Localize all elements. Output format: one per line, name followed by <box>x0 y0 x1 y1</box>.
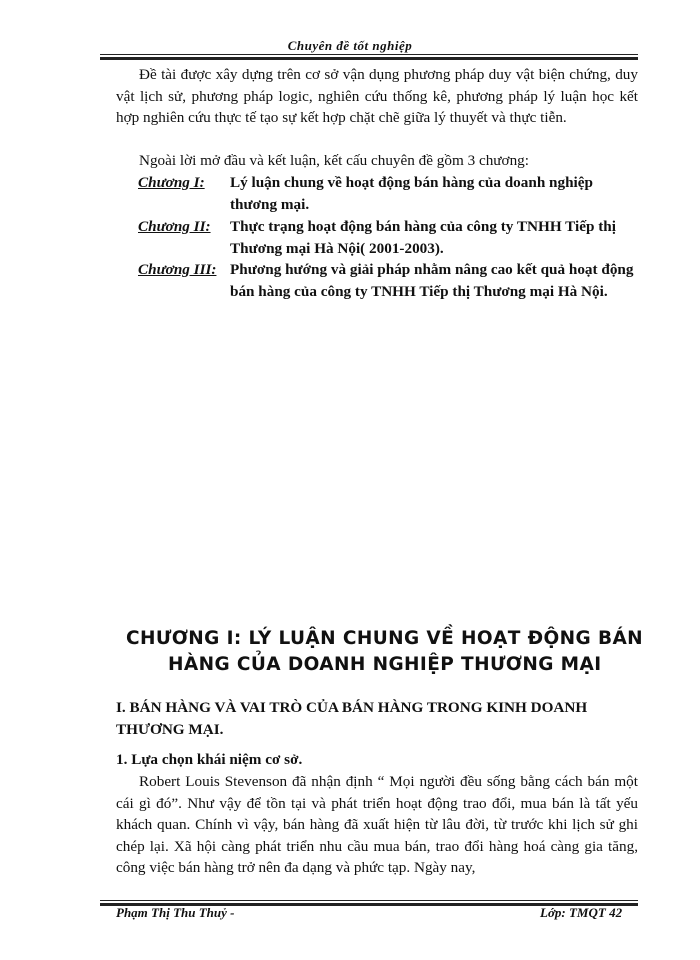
chapter-text: Lý luận chung về hoạt động bán hàng của doanh nghiệp thương mại. <box>230 174 593 213</box>
header-rule-thick <box>100 57 638 60</box>
page-header-title: Chuyên đề tốt nghiệp <box>287 38 413 53</box>
chapter-label: Chương I: <box>138 174 205 191</box>
section-heading: I. BÁN HÀNG VÀ VAI TRÒ CỦA BÁN HÀNG TRONG KINH DOANH THƯƠNG MẠI. <box>116 699 588 738</box>
footer-class: Lớp: TMQT 42 <box>540 905 623 920</box>
chapter-label: Chương II: <box>138 218 211 235</box>
body-paragraph: Robert Louis Stevenson đã nhận định “ Mọi người đều sống bằng cách bán một cái gì đó”. Như vậy để tồn tại và phát triển hoạt động trao đổi, mua bán là tất yếu khách quan. Chính vì vậy, bán hàng đã xuất hiện từ lâu đời, từ trước khi lịch sử ghi chép lại. Xã hội càng phát triển nhu cầu mua bán, trao đổi hàng hoá càng gia tăng, công việc bán hàng trở nên đa dạng và phức tạp. Ngày nay, <box>116 773 638 876</box>
subsection-heading: 1. Lựa chọn khái niệm cơ sở. <box>116 751 303 768</box>
header-rule <box>100 54 638 55</box>
footer-author: Phạm Thị Thu Thuỷ - <box>116 905 235 920</box>
chapter-heading-line2: HÀNG CỦA DOANH NGHIỆP THƯƠNG MẠI <box>168 654 602 675</box>
footer-rule <box>100 900 638 901</box>
chapter-text: Thực trạng hoạt động bán hàng của công ty TNHH Tiếp thị Thương mại Hà Nội( 2001-2003). <box>230 218 616 257</box>
intro-paragraph: Đề tài được xây dựng trên cơ sở vận dụng phương pháp duy vật biện chứng, duy vật lịch sử, phương pháp logic, nghiên cứu thống kê, phương pháp lý luận học kết hợp nghiên cứu thực tế tạo sự kết hợp chặt chẽ giữa lý thuyết và thực tiễn. <box>116 66 638 126</box>
chapter-text: Phương hướng và giải pháp nhằm nâng cao kết quả hoạt động bán hàng của công ty TNHH Tiếp thị Thương mại Hà Nội. <box>230 261 634 300</box>
chapter-label: Chương III: <box>138 261 217 278</box>
structure-paragraph: Ngoài lời mở đầu và kết luận, kết cấu chuyên đề gồm 3 chương: <box>139 152 529 169</box>
chapter-heading-line1: CHƯƠNG I: LÝ LUẬN CHUNG VỀ HOẠT ĐỘNG BÁN <box>126 628 644 649</box>
